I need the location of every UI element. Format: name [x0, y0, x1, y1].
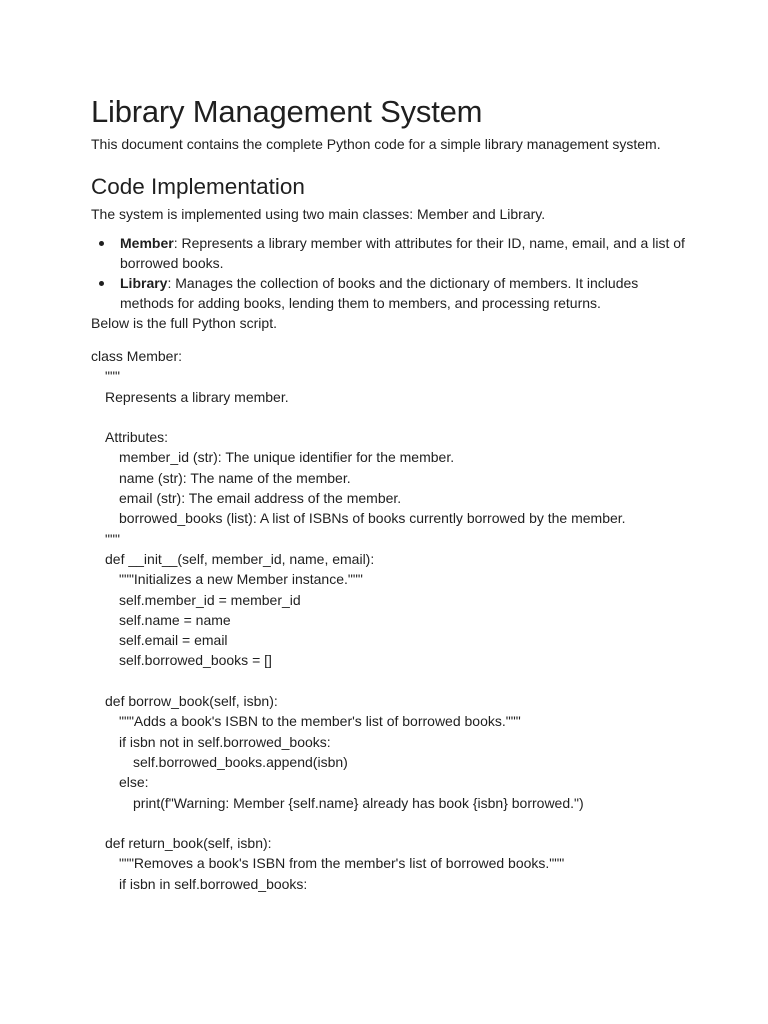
code-line: """ — [105, 530, 120, 547]
document-page — [91, 90, 691, 894]
code-line: self.borrowed_books.append(isbn) — [133, 753, 348, 770]
code-line — [91, 407, 691, 427]
system-description: The system is implemented using two main classes: Member and Library. — [91, 206, 546, 222]
bullet-term: Library — [120, 275, 168, 291]
code-line: """Removes a book's ISBN from the member's list of borrowed books.""" — [119, 855, 565, 872]
code-line: class Member: — [91, 348, 183, 364]
script-intro: Below is the full Python script. — [91, 315, 277, 331]
intro-paragraph: This document contains the complete Python code for a simple library management system. — [91, 136, 661, 152]
code-line: email (str): The email address of the member. — [119, 490, 402, 507]
bullet-icon — [99, 241, 104, 246]
code-line: self.name = name — [119, 611, 231, 628]
code-line: Represents a library member. — [105, 388, 289, 405]
document-title: Library Management System — [91, 94, 483, 129]
code-line: else: — [119, 774, 149, 791]
section-heading: Code Implementation — [91, 174, 305, 199]
bullet-text: : Manages the collection of books and the dictionary of members. It includes methods for adding books, lending them to members, and processing returns. — [120, 275, 639, 311]
code-line: name (str): The name of the member. — [119, 469, 351, 486]
code-line: """Initializes a new Member instance.""" — [119, 571, 363, 588]
code-line: def borrow_book(self, isbn): — [105, 693, 278, 710]
bullet-term: Member — [120, 235, 174, 251]
code-line: Attributes: — [105, 429, 169, 446]
class-list — [91, 233, 691, 313]
code-line: if isbn in self.borrowed_books: — [119, 875, 308, 892]
code-line: self.email = email — [119, 632, 228, 649]
code-line: if isbn not in self.borrowed_books: — [119, 733, 331, 750]
code-line: self.member_id = member_id — [119, 591, 301, 608]
code-line: def return_book(self, isbn): — [105, 835, 272, 852]
code-line — [91, 813, 691, 833]
code-line: member_id (str): The unique identifier for the member. — [119, 449, 455, 466]
code-line: """ — [105, 368, 120, 385]
code-block — [91, 346, 691, 894]
code-line: """Adds a book's ISBN to the member's list of borrowed books.""" — [119, 713, 521, 730]
list-item-member — [91, 233, 691, 273]
code-line — [91, 671, 691, 691]
bullet-text: : Represents a library member with attributes for their ID, name, email, and a list of borrowed books. — [120, 235, 685, 271]
bullet-icon — [99, 281, 104, 286]
code-line: def __init__(self, member_id, name, email): — [105, 550, 375, 567]
list-item-library — [91, 273, 691, 313]
code-line: borrowed_books (list): A list of ISBNs of books currently borrowed by the member. — [119, 510, 626, 527]
code-line: self.borrowed_books = [] — [119, 652, 272, 669]
code-line: print(f"Warning: Member {self.name} already has book {isbn} borrowed.") — [133, 794, 584, 811]
